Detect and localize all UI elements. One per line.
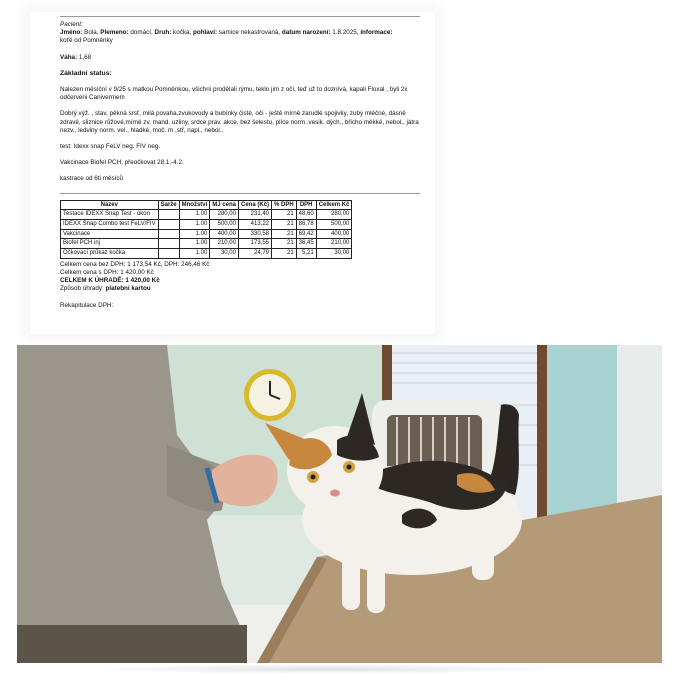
cell-vat: 5,21	[296, 249, 316, 259]
table-row	[61, 229, 352, 239]
invoice-table	[60, 200, 352, 259]
cell-total: 210,00	[316, 239, 352, 249]
birthdate-label: datum narození:	[281, 29, 331, 37]
status-paragraph-history: Nalezen měsíční v 9/25 s matkou Pomněnkou, všichni prodělali rýmu, teklo jim z očí, teď už to doznívá, kapali Floxal , byli 2x odčerveni Canivermem	[60, 86, 408, 102]
col-vat-rate: % DPH	[272, 200, 297, 210]
cell-unit-price: 210,00	[210, 239, 239, 249]
col-vat: DPH	[296, 200, 316, 210]
info-value: koťě od Pomněnky	[60, 37, 113, 45]
cell-total: 500,00	[316, 220, 352, 230]
payment-value: platební kartou	[105, 285, 151, 293]
totals-block	[60, 261, 420, 310]
table-row	[61, 249, 352, 259]
cell-name: Testace IDEXX Snap Test - úkon	[61, 210, 159, 220]
cat-leg-front-right	[367, 555, 385, 613]
vaccination-note: Vakcinace Biofel PCH, přeočkovat 28.1.-4.2.	[60, 159, 184, 167]
weight-line	[60, 54, 420, 62]
weight-label: Váha:	[60, 53, 78, 61]
cell-quantity: 1.00	[179, 210, 210, 220]
species-label: Druh:	[154, 29, 172, 37]
cell-total: 280,00	[316, 210, 352, 220]
cell-vat-rate: 21	[272, 229, 297, 239]
cell-price: 330,58	[238, 229, 271, 239]
cell-batch	[158, 220, 179, 230]
cell-quantity: 1.00	[179, 229, 210, 239]
cell-unit-price: 280,00	[210, 210, 239, 220]
breed-value: domácí,	[128, 29, 155, 37]
cell-batch	[158, 210, 179, 220]
cell-quantity: 1.00	[179, 220, 210, 230]
cell-vat: 36,45	[296, 239, 316, 249]
cat-nose	[330, 490, 340, 497]
table-row	[61, 210, 352, 220]
cell-vat: 86,78	[296, 220, 316, 230]
vet-report-document	[30, 12, 435, 334]
cell-vat: 48,60	[296, 210, 316, 220]
cell-name: IDEXX Snap Combo test FeLV/FIV	[61, 220, 159, 230]
table-row	[61, 239, 352, 249]
col-unit-price: MJ cena	[210, 200, 239, 210]
person-trousers	[17, 625, 247, 663]
total-with-vat: Celkem cena s DPH: 1 420,00 Kč	[60, 269, 154, 277]
name-label: Jméno:	[60, 29, 83, 37]
patient-label: Pacient:	[60, 21, 83, 28]
cell-vat-rate: 21	[272, 210, 297, 220]
cell-price: 24,79	[238, 249, 271, 259]
sex-label: pohlaví:	[193, 29, 218, 37]
document-body	[60, 16, 420, 310]
cell-unit-price: 30,00	[210, 249, 239, 259]
payment-method	[60, 285, 420, 293]
cell-unit-price: 400,00	[210, 229, 239, 239]
col-total: Celkem Kč	[316, 200, 352, 210]
status-paragraph-exam: Dobrý výž. , stav, pěkná srsť, milá povaha,zvukovody a bubínky čisté, oči - ještě mírně zarudlé spojivky, zuby mléčné, dásně zdravé, sliznice růžové,mírně zv. mand. uzliny, srdce prav. akce, bez šelestu, plíce norm .vesik. dých., břicho měkké, nebol., játra nezv., ledviny norm. vel., hladké, moč. m .stř, napl., nebol..	[60, 110, 419, 134]
breed-label: Plemeno:	[100, 29, 129, 37]
cell-vat-rate: 21	[272, 220, 297, 230]
cell-total: 30,00	[316, 249, 352, 259]
birthdate-value: 1.8.2025,	[330, 29, 361, 37]
cell-price: 173,55	[238, 239, 271, 249]
wall-clock-icon	[244, 369, 296, 421]
col-price: Cena (Kč)	[238, 200, 271, 210]
weight-value: 1,68	[77, 53, 92, 61]
test-result: test: Idexx snap FeLV neg. FIV neg.	[60, 143, 160, 151]
photo-shadow	[90, 664, 560, 674]
col-batch: Šarže	[158, 200, 179, 210]
table-divider	[60, 193, 420, 194]
col-name: Název	[61, 200, 159, 210]
cell-vat-rate: 21	[272, 239, 297, 249]
col-quantity: Množství	[179, 200, 210, 210]
castration-note: kastrace od 6ti měsíců	[60, 175, 123, 183]
cell-total: 400,00	[316, 229, 352, 239]
total-to-pay: CELKEM K ÚHRADĚ: 1 420,00 Kč	[60, 277, 160, 285]
total-without-vat: Celkem cena bez DPH: 1 173,54 Kč, DPH: 246,46 Kč	[60, 260, 210, 268]
cell-unit-price: 500,00	[210, 220, 239, 230]
cell-batch	[158, 249, 179, 259]
cell-price: 231,40	[238, 210, 271, 220]
payment-label: Způsob úhrady:	[60, 285, 106, 293]
name-value: Bola,	[82, 29, 101, 37]
cell-quantity: 1.00	[179, 249, 210, 259]
cell-name: Očkovací průkaz kočka	[61, 249, 159, 259]
cell-price: 413,22	[238, 220, 271, 230]
table-header-row	[61, 200, 352, 210]
cat-leg-front-left	[342, 550, 360, 610]
cat-leg-back	[472, 540, 494, 580]
cell-batch	[158, 229, 179, 239]
cell-name: Biofel PCH inj	[61, 239, 159, 249]
kitten-photo	[17, 345, 662, 663]
patient-info-line	[60, 29, 420, 37]
status-heading: Základní status:	[60, 69, 112, 77]
top-divider	[60, 16, 420, 17]
info-label: informace:	[360, 29, 393, 37]
species-value: kočka,	[171, 29, 194, 37]
cell-vat-rate: 21	[272, 249, 297, 259]
vat-recap-heading: Rekapitulace DPH:	[60, 301, 114, 309]
cell-vat: 69,42	[296, 229, 316, 239]
sex-value: samice nekastrovaná,	[217, 29, 282, 37]
table-row	[61, 220, 352, 230]
cell-batch	[158, 239, 179, 249]
cell-name: Vakcinace	[61, 229, 159, 239]
cell-quantity: 1.00	[179, 239, 210, 249]
